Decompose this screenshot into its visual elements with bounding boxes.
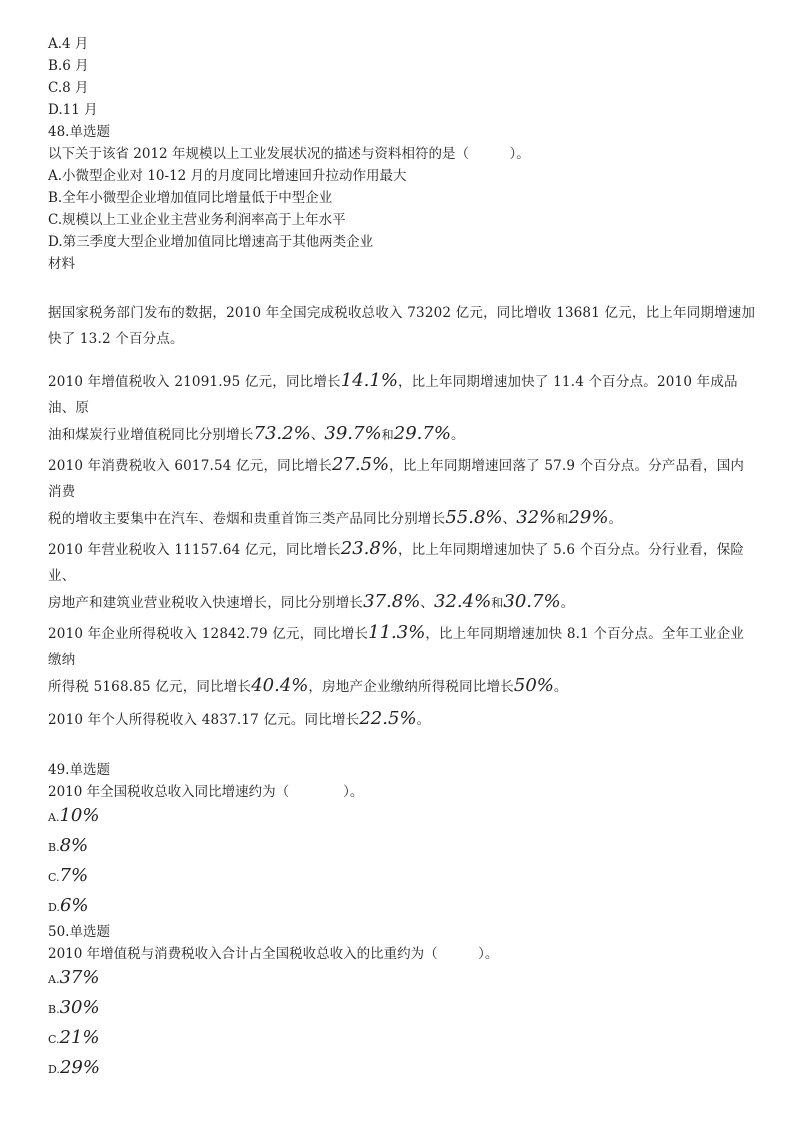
- q50-option-c-value: 21%: [59, 1027, 100, 1048]
- p2-sep: 、: [310, 427, 325, 443]
- p2-text-2: ，比上年同期增速加快了 11.4 个百分点。2010 年成品油、原: [48, 374, 738, 416]
- p3-value-1: 27.5%: [331, 454, 390, 475]
- q50-option-d[interactable]: [48, 1058, 100, 1080]
- q50-stem: 2010 年增值税与消费税收入合计占全国税收总收入的比重约为（ ）。: [48, 946, 499, 962]
- q49-option-b-value: 8%: [59, 835, 89, 856]
- p6-end: 。: [416, 712, 431, 728]
- q50-option-b-value: 30%: [59, 997, 100, 1018]
- p5-value-3: 50%: [513, 675, 554, 696]
- q50-option-d-value: 29%: [59, 1057, 100, 1078]
- q50-option-c[interactable]: [48, 1028, 100, 1050]
- q49-stem: 2010 年全国税收总收入同比增速约为（ ）。: [48, 784, 364, 800]
- material-paragraph-3: [48, 452, 756, 532]
- p2-and: 和: [381, 428, 394, 442]
- q50-option-d-letter: D.: [48, 1063, 60, 1076]
- p2-end: 。: [450, 427, 465, 443]
- p4-value-2: 37.8%: [363, 591, 421, 612]
- p3-value-4: 29%: [568, 507, 609, 528]
- q50-label: 50.单选题: [48, 924, 110, 940]
- p6-text-1: 2010 年个人所得税收入 4837.17 亿元。同比增长: [48, 712, 360, 728]
- q48-option-c[interactable]: C.规模以上工业企业主营业务利润率高于上年水平: [48, 212, 346, 228]
- q49-option-d-letter: D.: [48, 901, 60, 914]
- p5-value-2: 40.4%: [251, 675, 309, 696]
- q49-label: 49.单选题: [48, 762, 110, 778]
- p3-text-3: 税的增收主要集中在汽车、卷烟和贵重首饰三类产品同比分别增长: [48, 511, 446, 527]
- p3-end: 。: [608, 511, 623, 527]
- p2-text-3: 油和煤炭行业增值税同比分别增长: [48, 427, 254, 443]
- p4-value-4: 30.7%: [503, 591, 561, 612]
- p6-value-1: 22.5%: [359, 708, 417, 729]
- q49-option-b[interactable]: [48, 836, 88, 858]
- p4-text-2: ，比上年同期增速加快了 5.6 个百分点。分行业看，保险业、: [48, 542, 745, 584]
- p3-text-1: 2010 年消费税收入 6017.54 亿元，同比增长: [48, 458, 332, 474]
- p5-end: 。: [553, 679, 568, 695]
- p5-value-1: 11.3%: [368, 622, 426, 643]
- q50-option-b[interactable]: [48, 998, 100, 1020]
- p2-text-1: 2010 年增值税收入 21091.95 亿元，同比增长: [48, 374, 341, 390]
- p3-value-3: 32%: [516, 507, 557, 528]
- material-paragraph-6: [48, 706, 756, 733]
- material-paragraph-5: [48, 620, 756, 700]
- p3-sep: 、: [502, 511, 517, 527]
- q48-option-a[interactable]: A.小微型企业对 10-12 月的月度同比增速回升拉动作用最大: [48, 168, 407, 184]
- p2-value-1: 14.1%: [340, 370, 398, 391]
- q49-option-b-letter: B.: [48, 841, 60, 854]
- material-paragraph-1: [48, 300, 756, 352]
- q48-stem: 以下关于该省 2012 年规模以上工业发展状况的描述与资料相符的是（ ）。: [48, 146, 530, 162]
- q50-option-a-value: 37%: [59, 967, 100, 988]
- p4-value-3: 32.4%: [434, 591, 492, 612]
- q47-option-b[interactable]: B.6 月: [48, 58, 89, 74]
- p2-value-3: 39.7%: [324, 423, 382, 444]
- p4-sep: 、: [420, 595, 434, 611]
- q47-option-a[interactable]: A.4 月: [48, 36, 89, 52]
- q49-option-a-value: 10%: [59, 805, 100, 826]
- p4-text-1: 2010 年营业税收入 11157.64 亿元，同比增长: [48, 542, 341, 558]
- p5-text-3: 所得税 5168.85 亿元，同比增长: [48, 679, 252, 695]
- p4-text-3: 房地产和建筑业营业税收入快速增长，同比分别增长: [48, 595, 364, 611]
- q50-option-a[interactable]: [48, 968, 99, 990]
- q48-option-b[interactable]: B.全年小微型企业增加值同比增量低于中型企业: [48, 190, 333, 206]
- q49-option-d[interactable]: [48, 896, 89, 918]
- p1-line1: 据国家税务部门发布的数据，2010 年全国完成税收总收入 73202 亿元，同比增收 13681 亿元，比上年同期增速加: [48, 305, 756, 321]
- material-paragraph-4: [48, 536, 756, 616]
- q49-option-c-value: 7%: [59, 865, 89, 886]
- q47-option-c[interactable]: C.8 月: [48, 80, 89, 96]
- q49-option-c-letter: C.: [48, 871, 60, 884]
- q48-label: 48.单选题: [48, 124, 110, 140]
- p3-and: 和: [556, 512, 569, 526]
- p4-end: 。: [560, 595, 575, 611]
- material-label: 材料: [48, 256, 75, 272]
- p2-value-4: 29.7%: [393, 423, 451, 444]
- q49-option-a[interactable]: [48, 806, 99, 828]
- q50-option-a-letter: A.: [48, 973, 60, 986]
- p5-text-4: ，房地产企业缴纳所得税同比增长: [308, 679, 514, 695]
- q49-option-d-value: 6%: [59, 895, 89, 916]
- p4-and: 和: [491, 596, 504, 610]
- p3-value-2: 55.8%: [445, 507, 503, 528]
- p5-text-2: ，比上年同期增速加快 8.1 个百分点。全年工业企业缴纳: [48, 626, 745, 668]
- p4-value-1: 23.8%: [340, 538, 398, 559]
- q50-option-c-letter: C.: [48, 1033, 60, 1046]
- p3-text-2: ，比上年同期增速回落了 57.9 个百分点。分产品看，国内消费: [48, 458, 745, 500]
- q49-option-a-letter: A.: [48, 811, 60, 824]
- q47-option-d[interactable]: D.11 月: [48, 102, 98, 118]
- p1-line2: 快了 13.2 个百分点。: [48, 331, 184, 347]
- p5-text-1: 2010 年企业所得税收入 12842.79 亿元，同比增长: [48, 626, 369, 642]
- q50-option-b-letter: B.: [48, 1003, 60, 1016]
- q48-option-d[interactable]: D.第三季度大型企业增加值同比增速高于其他两类企业: [48, 234, 374, 250]
- material-paragraph-2: [48, 368, 756, 448]
- p2-value-2: 73.2%: [253, 423, 311, 444]
- q49-option-c[interactable]: [48, 866, 88, 888]
